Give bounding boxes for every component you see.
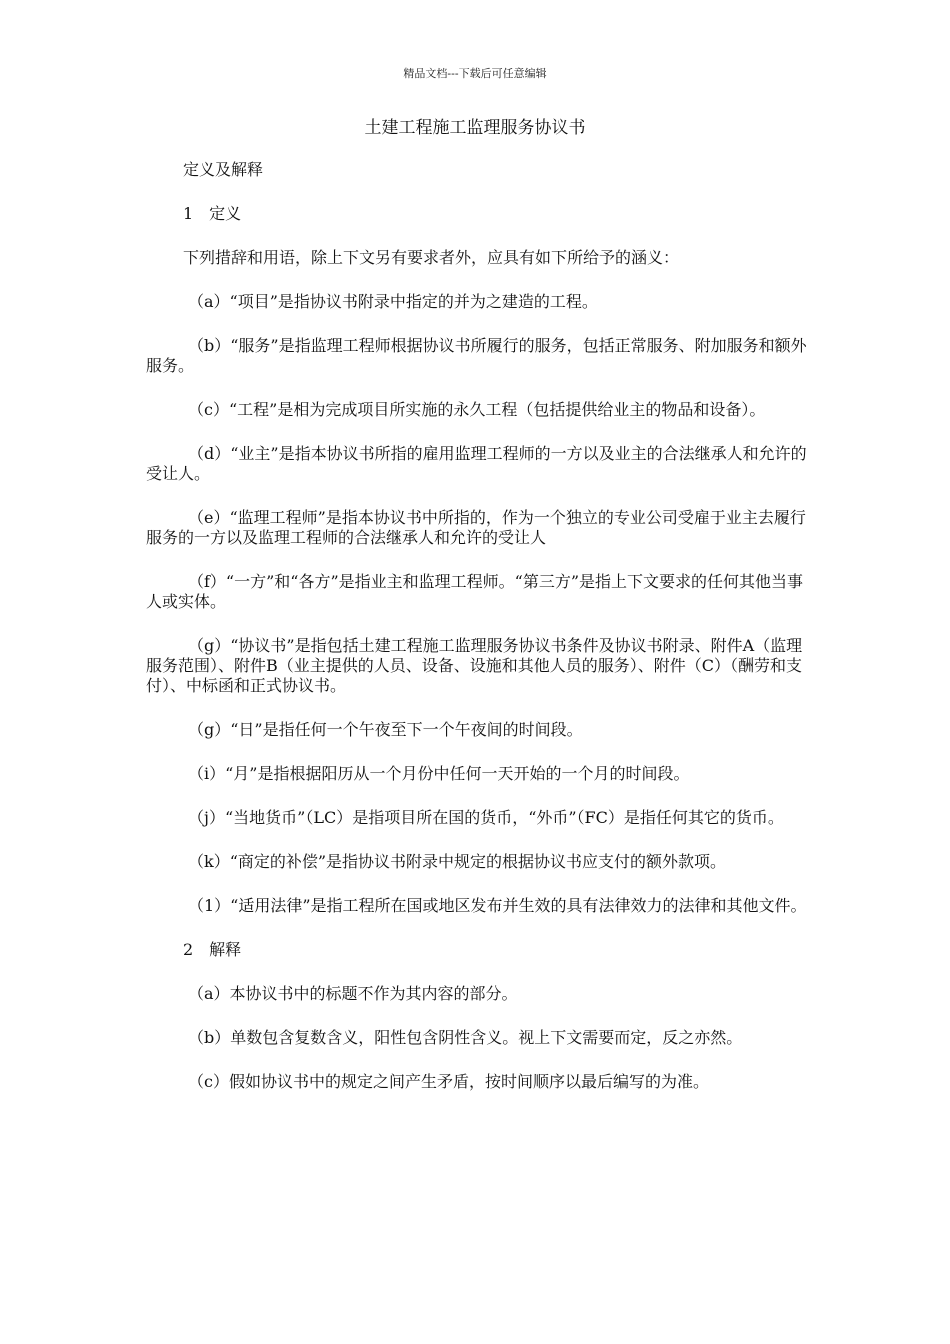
- definition-item: （k）“商定的补偿”是指协议书附录中规定的根据协议书应支付的额外款项。: [188, 852, 727, 871]
- section-heading: 定义及解释: [183, 160, 264, 179]
- definition-item: （j）“当地货币”（LC）是指项目所在国的货币，“外币”（FC）是指任何其它的货币。: [188, 808, 784, 827]
- definition-item: （1）“适用法律”是指工程所在国或地区发布并生效的具有法律效力的法律和其他文件。: [188, 896, 807, 915]
- interpretation-item: （c）假如协议书中的规定之间产生矛盾，按时间顺序以最后编写的为准。: [188, 1072, 709, 1091]
- definition-item: （e）“监理工程师”是指本协议书中所指的，作为一个独立的专业公司受雇于业主去履行服务的一方以及监理工程师的合法继承人和允许的受让人: [146, 508, 806, 547]
- intro-paragraph: 下列措辞和用语，除上下文另有要求者外，应具有如下所给予的涵义：: [183, 248, 680, 267]
- page-header: 精品文档---下载后可任意编辑: [403, 67, 547, 80]
- definition-item: （b）“服务”是指监理工程师根据协议书所履行的服务，包括正常服务、附加服务和额外服务。: [146, 336, 807, 375]
- definition-item: （g）“日”是指任何一个午夜至下一个午夜间的时间段。: [188, 720, 583, 739]
- definition-item: （f）“一方”和“各方”是指业主和监理工程师。“第三方”是指上下文要求的任何其他当事人或实体。: [146, 572, 804, 611]
- document-body: [146, 160, 810, 1114]
- definition-item: （a）“项目”是指协议书附录中指定的并为之建造的工程。: [188, 292, 598, 311]
- definition-item: （c）“工程”是相为完成项目所实施的永久工程（包括提供给业主的物品和设备）。: [188, 400, 766, 419]
- interpretation-item: （a）本协议书中的标题不作为其内容的部分。: [188, 984, 518, 1003]
- definition-item: （d）“业主”是指本协议书所指的雇用监理工程师的一方以及业主的合法继承人和允许的受让人。: [146, 444, 807, 483]
- interpretation-item: （b）单数包含复数含义，阳性包含阴性含义。视上下文需要而定，反之亦然。: [188, 1028, 743, 1047]
- definition-item: （g）“协议书”是指包括土建工程施工监理服务协议书条件及协议书附录、附件A（监理服务范围）、附件B（业主提供的人员、设备、设施和其他人员的服务）、附件（C）（酬劳和支付）、中标函和正式协议书。: [146, 636, 803, 695]
- subsection-heading-definitions: 1 定义: [183, 204, 242, 223]
- subsection-heading-interpretation: 2 解释: [183, 940, 242, 959]
- document-title: 土建工程施工监理服务协议书: [364, 118, 586, 138]
- definition-item: （i）“月”是指根据阳历从一个月份中任何一天开始的一个月的时间段。: [188, 764, 690, 783]
